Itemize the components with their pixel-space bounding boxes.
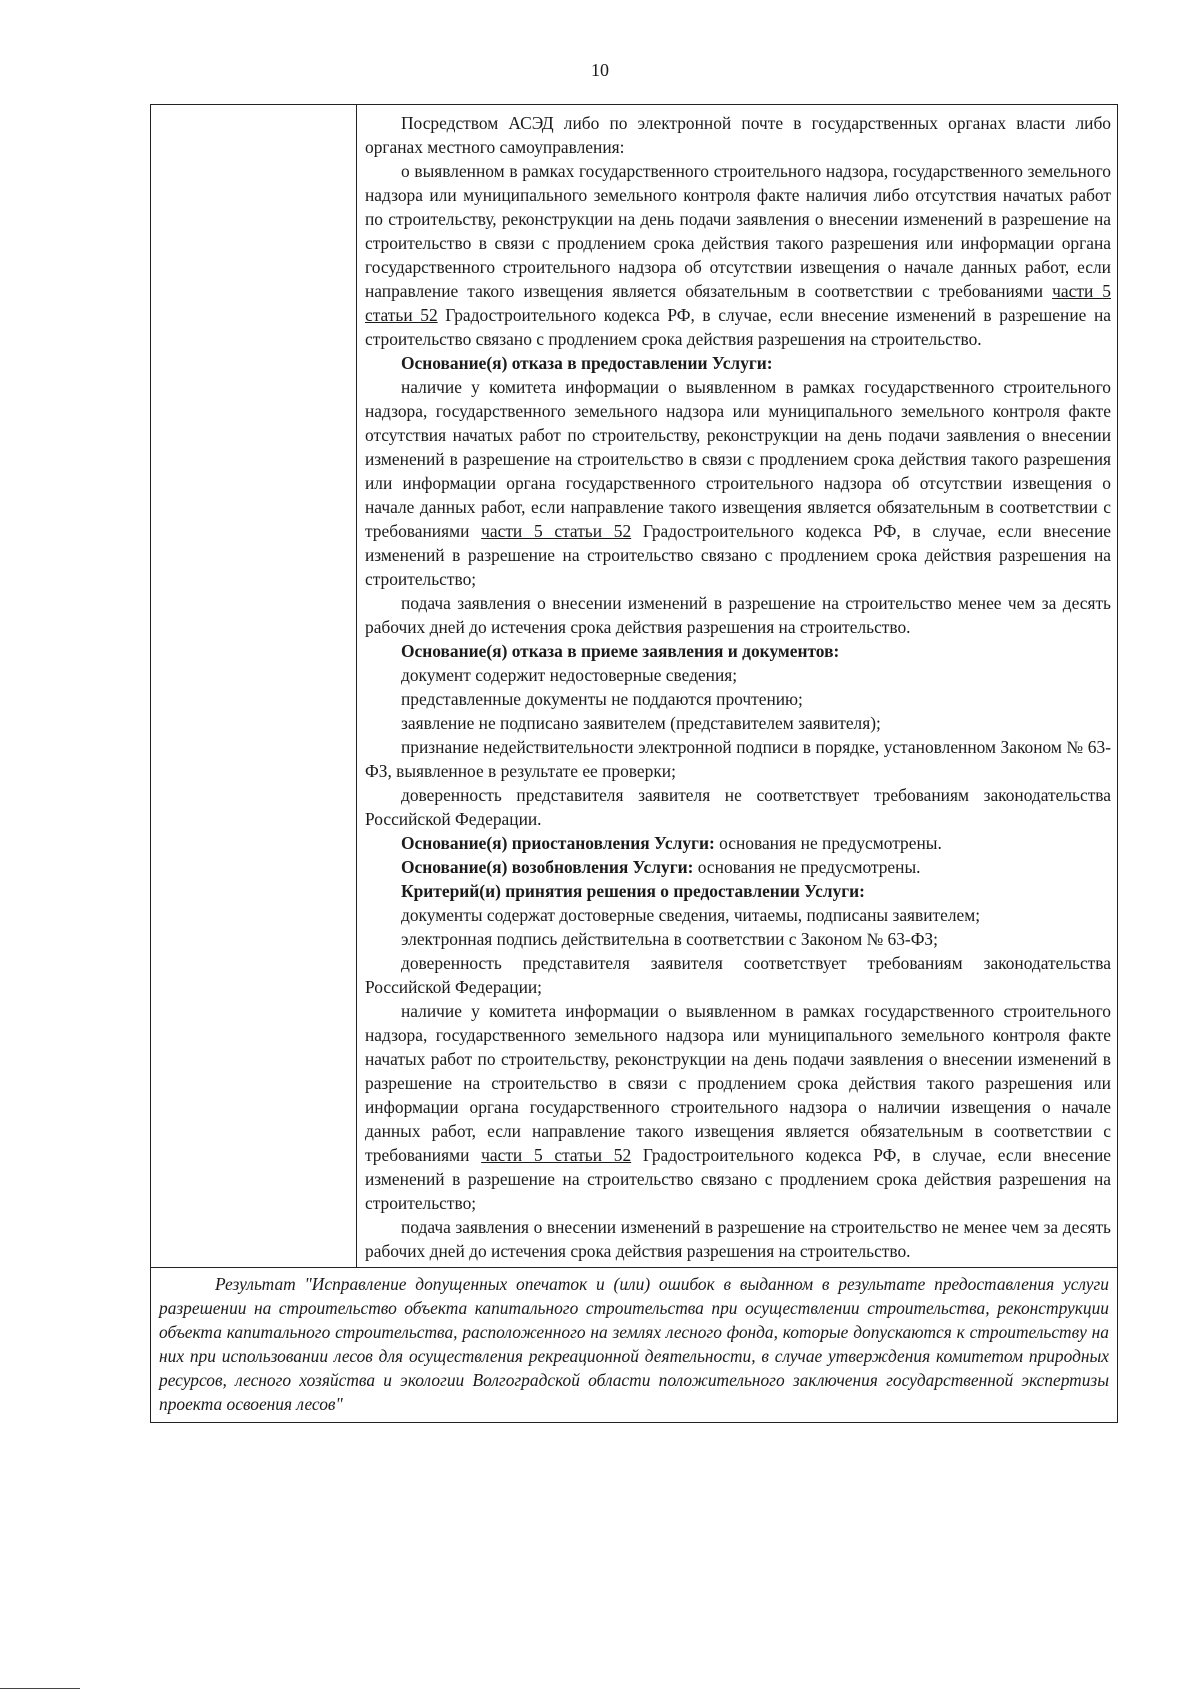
paragraph-text: признание недействительности электронной подписи в порядке, установленном Законом № 63-ФЗ, выявленное в результате ее проверки; xyxy=(365,737,1111,781)
paragraph xyxy=(365,951,1111,999)
paragraph-tail: основания не предусмотрены. xyxy=(693,857,921,877)
paragraph xyxy=(365,111,1111,159)
paragraph-text: документы содержат достоверные сведения, читаемы, подписаны заявителем; xyxy=(401,905,981,925)
heading-text: Основание(я) отказа в приеме заявления и документов: xyxy=(401,641,840,661)
paragraph-text: подача заявления о внесении изменений в разрешение на строительство менее чем за десять рабочих дней до истечения срока действия разрешения на строительство. xyxy=(365,593,1111,637)
paragraph-tail: Градостроительного кодекса РФ, в случае, если внесение изменений в разрешение на строительство связано с продлением срока действия разрешения на строительство. xyxy=(365,305,1111,349)
paragraph xyxy=(365,663,1111,687)
section-heading xyxy=(365,639,1111,663)
document-table xyxy=(150,104,1118,1423)
law-reference-link[interactable]: части 5 статьи 52 xyxy=(481,521,632,541)
heading-text: Основание(я) приостановления Услуги: xyxy=(401,833,715,853)
paragraph xyxy=(365,591,1111,639)
paragraph xyxy=(365,687,1111,711)
paragraph xyxy=(365,783,1111,831)
paragraph-text: подача заявления о внесении изменений в разрешение на строительство не менее чем за десять рабочих дней до истечения срока действия разрешения на строительство. xyxy=(365,1217,1111,1261)
page-number: 10 xyxy=(591,60,609,80)
paragraph-text: представленные документы не поддаются прочтению; xyxy=(401,689,803,709)
paragraph xyxy=(365,999,1111,1215)
paragraph xyxy=(365,1215,1111,1263)
paragraph xyxy=(365,711,1111,735)
paragraph xyxy=(365,375,1111,591)
law-reference-link[interactable]: части 5 статьи 52 xyxy=(365,281,1111,325)
paragraph xyxy=(365,927,1111,951)
paragraph-tail: Градостроительного кодекса РФ, в случае, если внесение изменений в разрешение на строительство связано с продлением срока действия разрешения на строительство; xyxy=(365,521,1112,589)
content-row xyxy=(151,105,1117,1268)
heading-text: Критерий(и) принятия решения о предоставлении Услуги: xyxy=(401,881,865,901)
paragraph-text: доверенность представителя заявителя не соответствует требованиям законодательства Российской Федерации. xyxy=(365,785,1111,829)
heading-text: Основание(я) возобновления Услуги: xyxy=(401,857,694,877)
result-row xyxy=(151,1268,1117,1422)
paragraph xyxy=(365,159,1111,351)
left-column-empty xyxy=(151,105,357,1267)
footer-rule xyxy=(0,1688,80,1689)
paragraph-text: наличие у комитета информации о выявленном в рамках государственного строительного надзора, государственного земельного надзора или муниципального земельного контроля факте начатых работ по строительству, реконструкции на день подачи заявления о внесении изменений в разрешение на строительство в связи с продлением срока действия такого разрешения или информации органа государственного строительного надзора о наличии извещения о начале данных работ, если направление такого извещения является обязательным в соответствии с требованиями xyxy=(365,1001,1111,1165)
paragraph xyxy=(365,903,1111,927)
paragraph-text: электронная подпись действительна в соответствии с Законом № 63-ФЗ; xyxy=(401,929,938,949)
paragraph-text: документ содержит недостоверные сведения; xyxy=(401,665,738,685)
paragraph-tail: основания не предусмотрены. xyxy=(714,833,942,853)
paragraph-text: Посредством АСЭД либо по электронной почте в государственных органах власти либо органах местного самоуправления: xyxy=(365,113,1111,157)
section-heading xyxy=(365,855,1111,879)
paragraph-text: заявление не подписано заявителем (представителем заявителя); xyxy=(401,713,881,733)
heading-text: Основание(я) отказа в предоставлении Услуги: xyxy=(401,353,773,373)
paragraph-text: о выявленном в рамках государственного строительного надзора, государственного земельного надзора или муниципального земельного контроля факте наличия либо отсутствия начатых работ по строительству, реконструкции на день подачи заявления о внесении изменений в разрешение на строительство в связи с продлением срока действия такого разрешения или информации органа государственного строительного надзора об отсутствии извещения о начале данных работ, если направление такого извещения является обязательным в соответствии с требованиями xyxy=(365,161,1111,301)
section-heading xyxy=(365,879,1111,903)
paragraph xyxy=(365,735,1111,783)
paragraph-text: доверенность представителя заявителя соответствует требованиям законодательства Российской Федерации; xyxy=(365,953,1111,997)
result-paragraph: Результат "Исправление допущенных опечаток и (или) ошибок в выданном в результате предоставления услуги разрешении на строительство объекта капитального строительства при осуществлении строительства, реконструкции объекта капитального строительства, расположенного на землях лесного фонда, которые допускаются к строительству на них при использовании лесов для осуществления рекреационной деятельности, в случае утверждения комитетом природных ресурсов, лесного хозяйства и экологии Волгоградской области положительного заключения государственной экспертизы проекта освоения лесов" xyxy=(159,1274,1109,1414)
right-column-text xyxy=(357,105,1117,1267)
paragraph-tail: Градостроительного кодекса РФ, в случае, если внесение изменений в разрешение на строительство связано с продлением срока действия разрешения на строительство; xyxy=(365,1145,1112,1213)
paragraph-text: наличие у комитета информации о выявленном в рамках государственного строительного надзора, государственного земельного надзора или муниципального земельного контроля факте отсутствия начатых работ по строительству, реконструкции на день подачи заявления о внесении изменений в разрешение на строительство в связи с продлением срока действия такого разрешения или информации органа государственного строительного надзора об отсутствии извещения о начале данных работ, если направление такого извещения является обязательным в соответствии с требованиями xyxy=(365,377,1111,541)
section-heading xyxy=(365,351,1111,375)
law-reference-link[interactable]: части 5 статьи 52 xyxy=(481,1145,632,1165)
section-heading xyxy=(365,831,1111,855)
